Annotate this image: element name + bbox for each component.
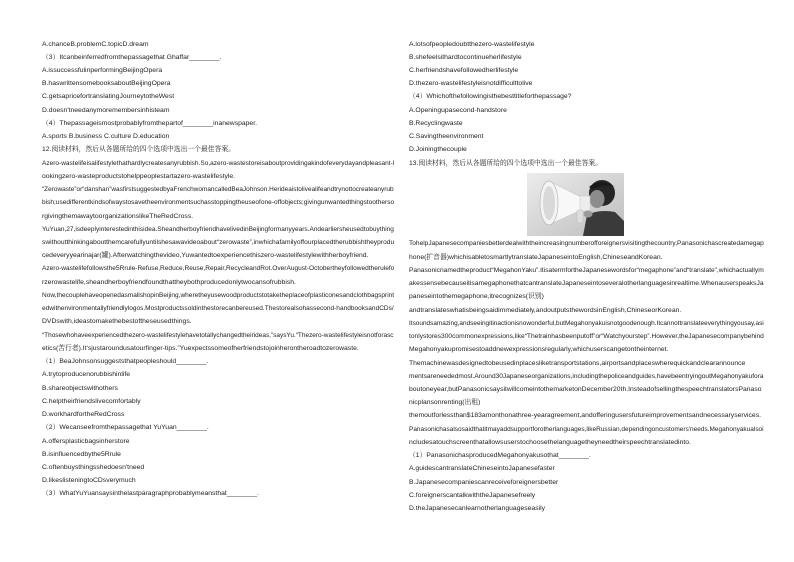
passage-line: Azero-wastelifefollowsthe5Rrule-Refuse,Reduce,Reuse,Repair,RecycleandRot.OverAugust-Octobertheyfollowedtherulefo bbox=[42, 265, 394, 273]
question-stem: （4）Thepassageismostprobablyfromthepartof________inanewspaper. bbox=[42, 119, 257, 127]
passage-line: cedeveryyearinajar(罐).Afterwatchingthevideo,Yuwantedtoexperiencethiszero-wastelifestylewithherboyfriend. bbox=[42, 252, 369, 260]
answer-options: A.chanceB.problemC.topicD.dream bbox=[42, 40, 149, 48]
passage-line: Azero-wastelifeisalifestylethathardlycreatesanyrubbish.So,azero-wastestoreisaboutprovidingakindofeverydayandpleasant-l bbox=[42, 159, 394, 167]
answer-option: B.isinfluencedbythe5Rrule bbox=[42, 450, 121, 458]
answer-option: A.offersplasticbagsinherstore bbox=[42, 437, 130, 445]
passage-line: YuYuan,27,isdeeplyinterestedinthisidea.SheandherboyfriendhavelivedinBeijingformanyyears.Andearliersheusedtobuything bbox=[42, 225, 394, 233]
question-11-remaining bbox=[42, 51, 394, 144]
question-stem: （2）Wecanseefromthepassagethat YuYuan________. bbox=[42, 424, 209, 432]
question-item bbox=[42, 487, 394, 500]
question-stem: （3）WhatYuYuansaysinthelastparagraphprobablymeansthat________. bbox=[42, 490, 259, 498]
passage-line: Panasonicnamedtheproduct“MegahonYaku”.ItisatermfortheJapanesewordsfor“megaphone”and“translate”,whichactuallym bbox=[409, 266, 764, 274]
answer-option: D.workhardfortheRedCross bbox=[42, 411, 125, 419]
passage-line: akessensebecauseitisamegaphonethatcantranslateJapaneseintoseveralotherlanguagesinrealtime.WhenauserspeaksJa bbox=[409, 280, 764, 288]
question-stem: （3）Itcanbeinferredfromthepassagethat Ghaffar________. bbox=[42, 53, 222, 61]
answer-option: C.herfriendshavefollowedherlifestyle bbox=[409, 66, 519, 74]
question-list bbox=[409, 449, 764, 515]
question-stem: （4）Whichofthefollowingisthebesttitleforthepassage? bbox=[409, 93, 572, 101]
passage-line: ookingzero-wasteproductstohelppeoplestartazero-wastelifestyle. bbox=[42, 172, 236, 180]
answer-option: D.Joiningthecouple bbox=[409, 146, 467, 154]
answer-option: C.helptheirfriendslivecomfortably bbox=[42, 397, 141, 405]
passage-line: swithoutthinkingaboutthemcarefullyuntilshesawavideoabout“zerowaste”,inwhichafamilyoffourplacedtherubbishtheyprodu bbox=[42, 239, 394, 247]
passage-line: nicplansonrenting(出租) bbox=[409, 399, 481, 407]
passage-line: Itsoundsamazing,andseeingitinactionisnowonderful,butMegahonyakuisnotgoodenough.Itcannottranslateeverythingyousay,asi bbox=[409, 319, 764, 327]
passage-line: Themachinewasdesignedtobeusedinplacesliketransportstations,airportsandplaceswherequickandclearannounce bbox=[409, 359, 746, 367]
answer-option: D.theJapanesecanlearnotherlanguageseasily bbox=[409, 505, 546, 513]
passage-line: “Zerowaste”or“danshan”wasfirstsuggestedbyaFrenchwomancalledBeaJohnson.Herideaistolivealifeandtrynottocreateanyrub bbox=[42, 186, 394, 194]
answer-option: A.guidescantranslateChineseintoJapanesefaster bbox=[409, 465, 555, 473]
passage-line: andtranslateswhatisbeingsaidimmediately,andoutputsthewordsinEnglish,ChineseorKorean. bbox=[409, 306, 682, 314]
answer-option: B.Japanesecompaniescanreceiveforeignersbetter bbox=[409, 478, 559, 486]
question-item bbox=[409, 90, 764, 156]
passage-line: bish;usedifferentkindsofwaystosavetheenvironmentsuchasstoppingtheuseofone-offobjects;givingunwantedthingstootherso bbox=[42, 199, 394, 207]
passage-line: hone(扩音器)whichisabletosmartlytranslateJapaneseintoEnglish,ChineseandKorean. bbox=[409, 253, 663, 261]
reading-section-13 bbox=[409, 157, 764, 516]
reading-section-12 bbox=[42, 143, 394, 500]
passage bbox=[409, 237, 764, 449]
passage-line: rgivingthemawaytoorganizationslikeTheRedCross. bbox=[42, 212, 194, 220]
answer-option: C.getsapricefortranslatingJourneytotheWest bbox=[42, 93, 175, 101]
answer-option: B.shefeelsithardtocontinueherlifestyle bbox=[409, 53, 522, 61]
left-column bbox=[42, 38, 394, 508]
answer-option: B.shareobjectswithothers bbox=[42, 384, 118, 392]
question-stem: （1）PanasonichasproducedMegahonyakusothat________. bbox=[409, 452, 591, 460]
question-item bbox=[42, 51, 394, 117]
answer-option: C.foreignerscantalkwiththeJapanesefreely bbox=[409, 491, 536, 499]
answer-option: C.oftenbuysthingsshedoesn'tneed bbox=[42, 464, 145, 471]
passage-line: ncludesatouchscreenthatallowsuserstochoosethelanguagetheyneedtheirspeechtranslatedinto. bbox=[409, 438, 691, 446]
question-item bbox=[42, 117, 394, 143]
question-item bbox=[42, 421, 394, 487]
photo-block bbox=[409, 170, 764, 238]
passage-line: edwithenvironmentallyfriendlylogos.Mostproductssoldinthestorecanbereused.Thestorealsohassecond-handbooksandCDs/ bbox=[42, 305, 394, 313]
answer-option: A.lotsofpeopledoubtthezero-wastelifestyle bbox=[409, 40, 535, 48]
question-list bbox=[42, 355, 394, 501]
passage-line: “Thosewhohaveexperiencedthezero-wastelifestylehavetotallychangedtheirideas,”saysYu.“Thezero-wastelifestyleisnotforasc bbox=[42, 331, 394, 339]
passage-line: Now,thecouplehaveopenedasmallshopinBeijing,wheretheyusewoodproductstotaketheplaceofplasticonesandclothbagsprint bbox=[42, 291, 394, 299]
answer-option: A.Openingupasecond-handstore bbox=[409, 106, 507, 114]
answer-option: D.doesn'tneedanymoremembersinhisteam bbox=[42, 106, 170, 114]
answer-option: D.thezero-wastelifestyleisnotdifficulttolive bbox=[409, 80, 533, 88]
answer-option: D.likeslisteningtoCDsverymuch bbox=[42, 477, 136, 485]
passage-line: etics(苦行者).It'sjustaroundusatourfinger-tips.”Yuexpectssomeofherfriendstojoinherontheroadtozerowaste. bbox=[42, 344, 359, 352]
passage-line: TohelpJapanesecompaniesbetterdealwiththeincreasingnumberofforeignersvisitingthecountry,Panasonichascreatedamegap bbox=[409, 240, 764, 248]
passage-line: themoutforlessthan$183amonthonathree-yearagreement,andofferingusersfutureimprovementsandnecessaryservices. bbox=[409, 412, 762, 420]
question-12-3-options bbox=[409, 38, 764, 91]
answer-option: B.haswrittensomebooksaboutBeijingOpera bbox=[42, 80, 171, 88]
answer-option: B.Recyclingwaste bbox=[409, 119, 463, 127]
answer-option: C.Savingtheenvironment bbox=[409, 133, 484, 141]
passage-line: Megahonyakupromisestoaddnewexpressionsregularly,whichuserscangetontheinternet. bbox=[409, 346, 669, 354]
passage-line: paneseintothemegaphone,itrecognizes(识别) bbox=[409, 293, 544, 301]
passage-line: rzerowastelife,sheandherboyfriendfoundthattheybothproducedonlytwocansofrubbish. bbox=[42, 278, 296, 286]
question-12-remaining bbox=[409, 90, 764, 156]
right-column bbox=[409, 38, 764, 522]
passage-line: Panasonichasalsosaidthatitmayaddsupportforotherlanguages,likeRussian,dependingoncustomers'needs.Megahonyakualsoi bbox=[409, 425, 764, 433]
answer-option: A.issuccessfulinperformingBeijingOpera bbox=[42, 66, 163, 74]
answer-option: A.trytoproducenorubbishinlife bbox=[42, 371, 131, 379]
question-stem: （1）BeaJohnsonsuggeststhatpeopleshould________. bbox=[42, 358, 209, 366]
passage-line: tonlystores300commonexpressions,like“Thetrainhasbeenputoff”or“Watchyourstep”.However,theJapanesecompanybehind bbox=[409, 333, 764, 341]
answer-option: A.sports B.business C.culture D.education bbox=[42, 133, 170, 141]
section-heading: 13.阅读材料，然后从各题所给的四个选项中选出一个最佳答案。 bbox=[409, 159, 602, 167]
passage-line: DVDswith,ideastomakethebestoftheseusedthings. bbox=[42, 318, 192, 326]
passage bbox=[42, 157, 394, 356]
passage-line: boutoneyear,butPanasonicsaysitwillcomeintothemarketonDecember20th.InsteadofsellingthespeechtranslatorsPanaso bbox=[409, 386, 762, 394]
passage-line: mentsareneededmost.Around30Japaneseorganizations,includingthepoliceandguides,havebeentryingoutMegahonyakufora bbox=[409, 372, 764, 380]
question-item bbox=[42, 355, 394, 421]
question-item bbox=[409, 449, 764, 515]
section-heading: 12.阅读材料，然后从各题所给的四个选项中选出一个最佳答案。 bbox=[42, 146, 235, 154]
megaphone-photo bbox=[527, 173, 624, 236]
